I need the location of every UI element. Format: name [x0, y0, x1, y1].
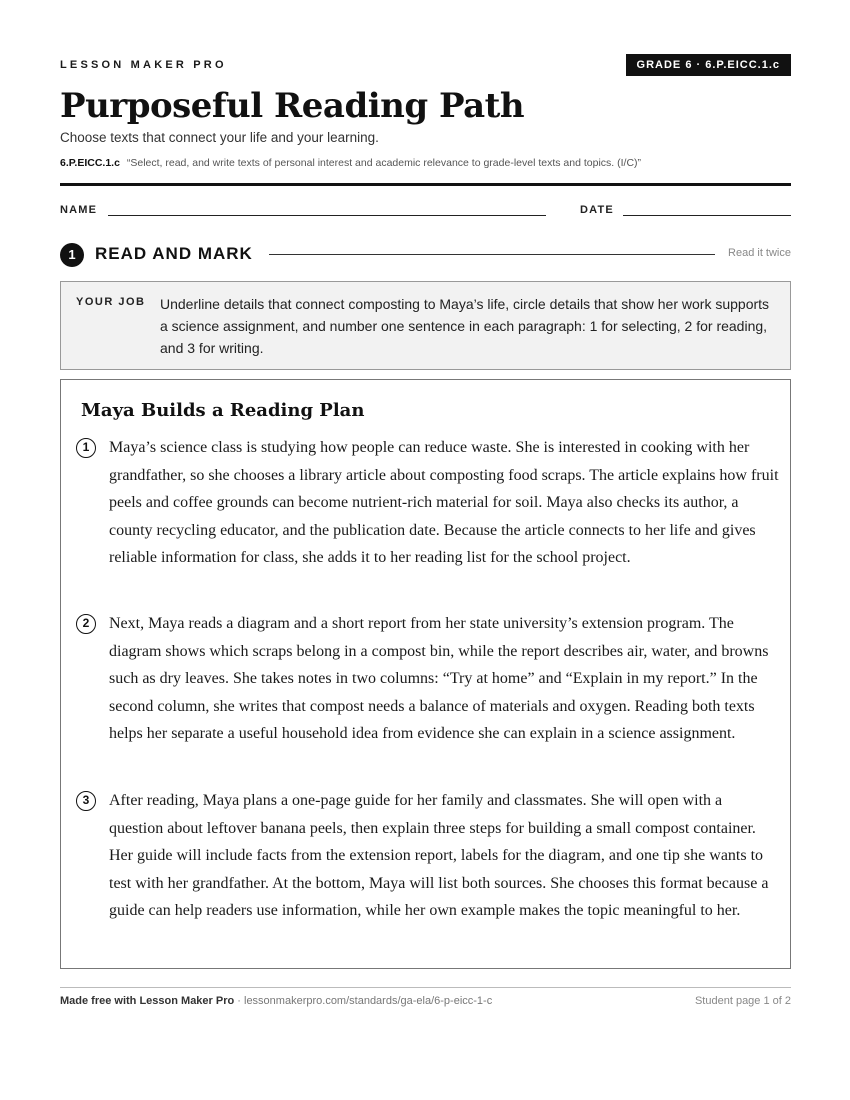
section-note: Read it twice [728, 247, 791, 259]
paragraph-text: Next, Maya reads a diagram and a short report from her state university’s extension program. The diagram shows which scraps belong in a compost bin, while the report describes air, water, and browns such as dry leaves. She takes notes in two columns: “Try at home” and “Explain in my report.” In the second column, she writes that compost needs a balance of materials and oxygen. Reading both texts helps her separate a useful household idea from evidence she can explain in a science assignment. [109, 615, 769, 742]
job-text: Underline details that connect composting to Maya’s life, circle details that show her work supports a science assignment, and number one sentence in each paragraph: 1 for selecting, 2 for reading, and 3 for writing. [160, 296, 770, 356]
worksheet-page [60, 0, 791, 1100]
passage-title: Maya Builds a Reading Plan [81, 400, 365, 421]
footer-separator: · [234, 995, 244, 1007]
header-divider [60, 183, 791, 186]
standard-code: 6.P.EICC.1.c [60, 157, 120, 169]
page-subtitle: Choose texts that connect your life and your learning. [60, 130, 379, 145]
page-title: Purposeful Reading Path [60, 86, 525, 126]
section-heading [60, 242, 791, 268]
paragraph-number-circle: 1 [76, 438, 96, 458]
standard-line [60, 157, 641, 169]
paragraph-text: Maya’s science class is studying how people can reduce waste. She is interested in cooking with her grandfather, so she chooses a library article about composting food scraps. The article explains how fruit peels and coffee grounds can become nutrient-rich material for soil. Maya also checks its author, a county recycling educator, and the publication date. Because the article connects to her life and gives reliable information for class, she adds it to her reading list for the school project. [109, 439, 779, 566]
footer-brand: Made free with Lesson Maker Pro [60, 995, 235, 1007]
footer-url[interactable]: lessonmakerpro.com/standards/ga-ela/6-p-eicc-1-c [244, 995, 493, 1007]
page-number: Student page 1 of 2 [694, 995, 791, 1007]
paragraph-text: After reading, Maya plans a one-page guide for her family and classmates. She will open with a question about leftover banana peels, then explain three steps for building a small compost container. Her guide will include facts from the extension report, labels for the diagram, and one tip she wants to test with her grandfather. At the bottom, Maya will list both sources. She chooses this format because a guide can help readers use information, while her own example makes the topic meaningful to her. [109, 792, 769, 919]
brand-name: LESSON MAKER PRO [60, 59, 227, 71]
job-instructions-box [60, 281, 791, 370]
footer-divider [60, 987, 791, 988]
brand-row [60, 56, 791, 78]
date-field[interactable] [623, 215, 791, 216]
reading-passage [60, 379, 791, 969]
paragraph-number-circle: 2 [76, 614, 96, 634]
name-label: NAME [60, 204, 98, 216]
standard-text: “Select, read, and write texts of personal interest and academic relevance to grade-level texts and topics. (I/C)” [126, 157, 642, 169]
paragraph-number-circle: 3 [76, 791, 96, 811]
date-label: DATE [580, 204, 614, 216]
grade-badge: GRADE 6 · 6.P.EICC.1.c [626, 54, 791, 76]
name-field[interactable] [108, 215, 546, 216]
footer-credit [60, 995, 492, 1007]
name-date-row [60, 204, 791, 220]
job-label: YOUR JOB [76, 296, 146, 308]
section-title: READ AND MARK [95, 244, 253, 263]
section-number-badge: 1 [60, 243, 84, 267]
section-divider [269, 254, 715, 255]
